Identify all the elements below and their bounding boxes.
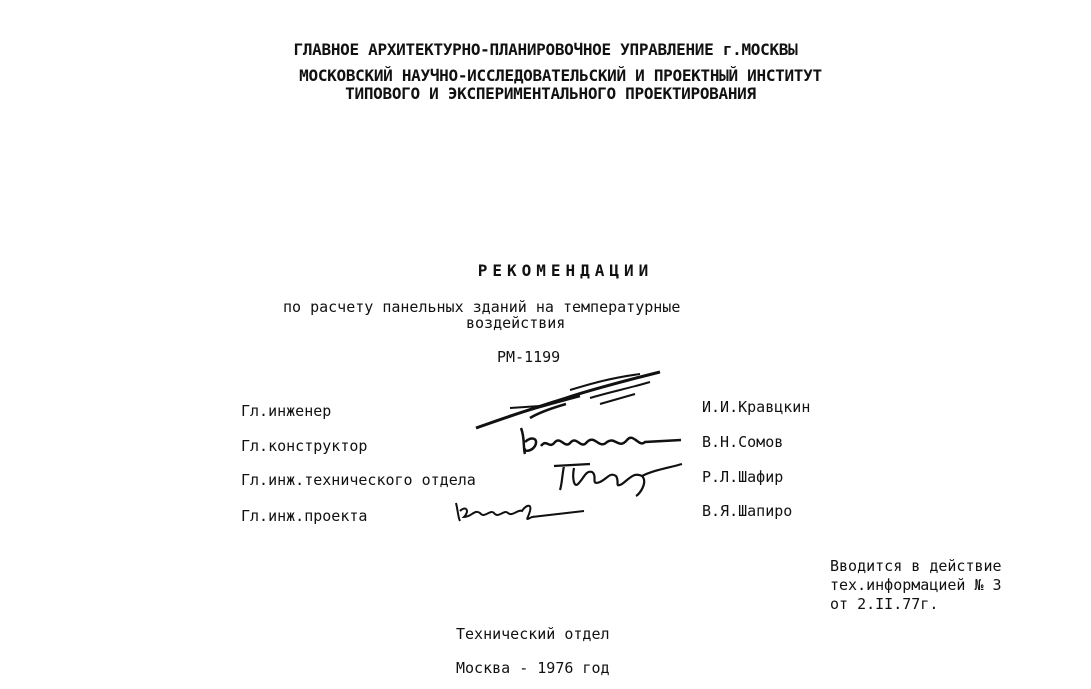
signatory-role-chief-engineer: Гл.инженер: [241, 402, 332, 420]
signature-project-engineer: [452, 497, 592, 525]
signatory-name-project-engineer: В.Я.Шапиро: [702, 502, 793, 520]
footer-department: Технический отдел: [456, 625, 610, 643]
document-title: РЕКОМЕНДАЦИИ: [477, 261, 654, 280]
header-institute-line: МОСКОВСКИЙ НАУЧНО-ИССЛЕДОВАТЕЛЬСКИЙ И ПРОЕКТНЫЙ ИНСТИТУТ: [299, 66, 822, 85]
signatory-role-technical-dept: Гл.инж.технического отдела: [241, 471, 476, 489]
signatory-role-project-engineer: Гл.инж.проекта: [241, 507, 368, 525]
document-code: РМ-1199: [497, 348, 561, 366]
note-line3: от 2.II.77г.: [830, 595, 939, 613]
signatory-name-technical-dept: Р.Л.Шафир: [702, 468, 784, 486]
footer-place-year: Москва - 1976 год: [456, 659, 610, 677]
document-subtitle-line2: воздействия: [466, 314, 566, 332]
signature-chief-designer: [515, 424, 685, 458]
document-subtitle-line1: по расчету панельных зданий на температурные: [283, 298, 681, 316]
signatory-name-chief-engineer: И.И.Кравцкин: [702, 398, 811, 416]
signatory-name-chief-designer: В.Н.Сомов: [702, 433, 784, 451]
note-line1: Вводится в действие: [830, 557, 1002, 575]
signature-technical-dept: [550, 458, 690, 500]
header-design-line: ТИПОВОГО И ЭКСПЕРИМЕНТАЛЬНОГО ПРОЕКТИРОВАНИЯ: [345, 84, 756, 103]
header-organization-line: ГЛАВНОЕ АРХИТЕКТУРНО-ПЛАНИРОВОЧНОЕ УПРАВЛЕНИЕ г.МОСКВЫ: [293, 40, 798, 59]
signatory-role-chief-designer: Гл.конструктор: [241, 437, 368, 455]
note-line2: тех.информацией № 3: [830, 576, 1002, 594]
